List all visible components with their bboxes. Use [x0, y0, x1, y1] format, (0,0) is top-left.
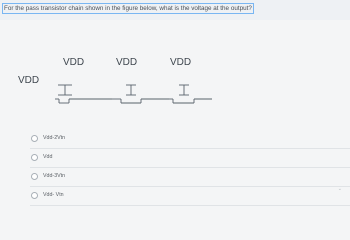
option-label-4: Vdd- Vtn [43, 192, 64, 198]
option-row-3[interactable] [0, 169, 350, 187]
option-label-3: Vdd-3Vtn [43, 173, 66, 179]
vdd-label-3: VDD [116, 57, 138, 68]
circuit-figure [0, 52, 350, 122]
option-label-2: Vdd [43, 154, 53, 160]
radio-option-3[interactable] [31, 173, 38, 180]
vdd-label-1: VDD [18, 75, 40, 86]
option-label-1: Vdd-2Vtn [43, 135, 66, 141]
radio-option-2[interactable] [31, 154, 38, 161]
question-text: For the pass transistor chain shown in the figure below, what is the voltage at the output? [4, 5, 252, 12]
option-row-1[interactable] [0, 131, 350, 149]
option-row-2[interactable] [0, 150, 350, 168]
radio-option-1[interactable] [31, 135, 38, 142]
question-bar [0, 0, 350, 20]
radio-option-4[interactable] [31, 192, 38, 199]
vdd-label-4: VDD [170, 57, 192, 68]
vdd-label-2: VDD [63, 57, 85, 68]
circuit-diagram [0, 52, 350, 122]
scroll-indicator: ⌄ [337, 186, 342, 192]
option-row-4[interactable] [0, 188, 350, 206]
